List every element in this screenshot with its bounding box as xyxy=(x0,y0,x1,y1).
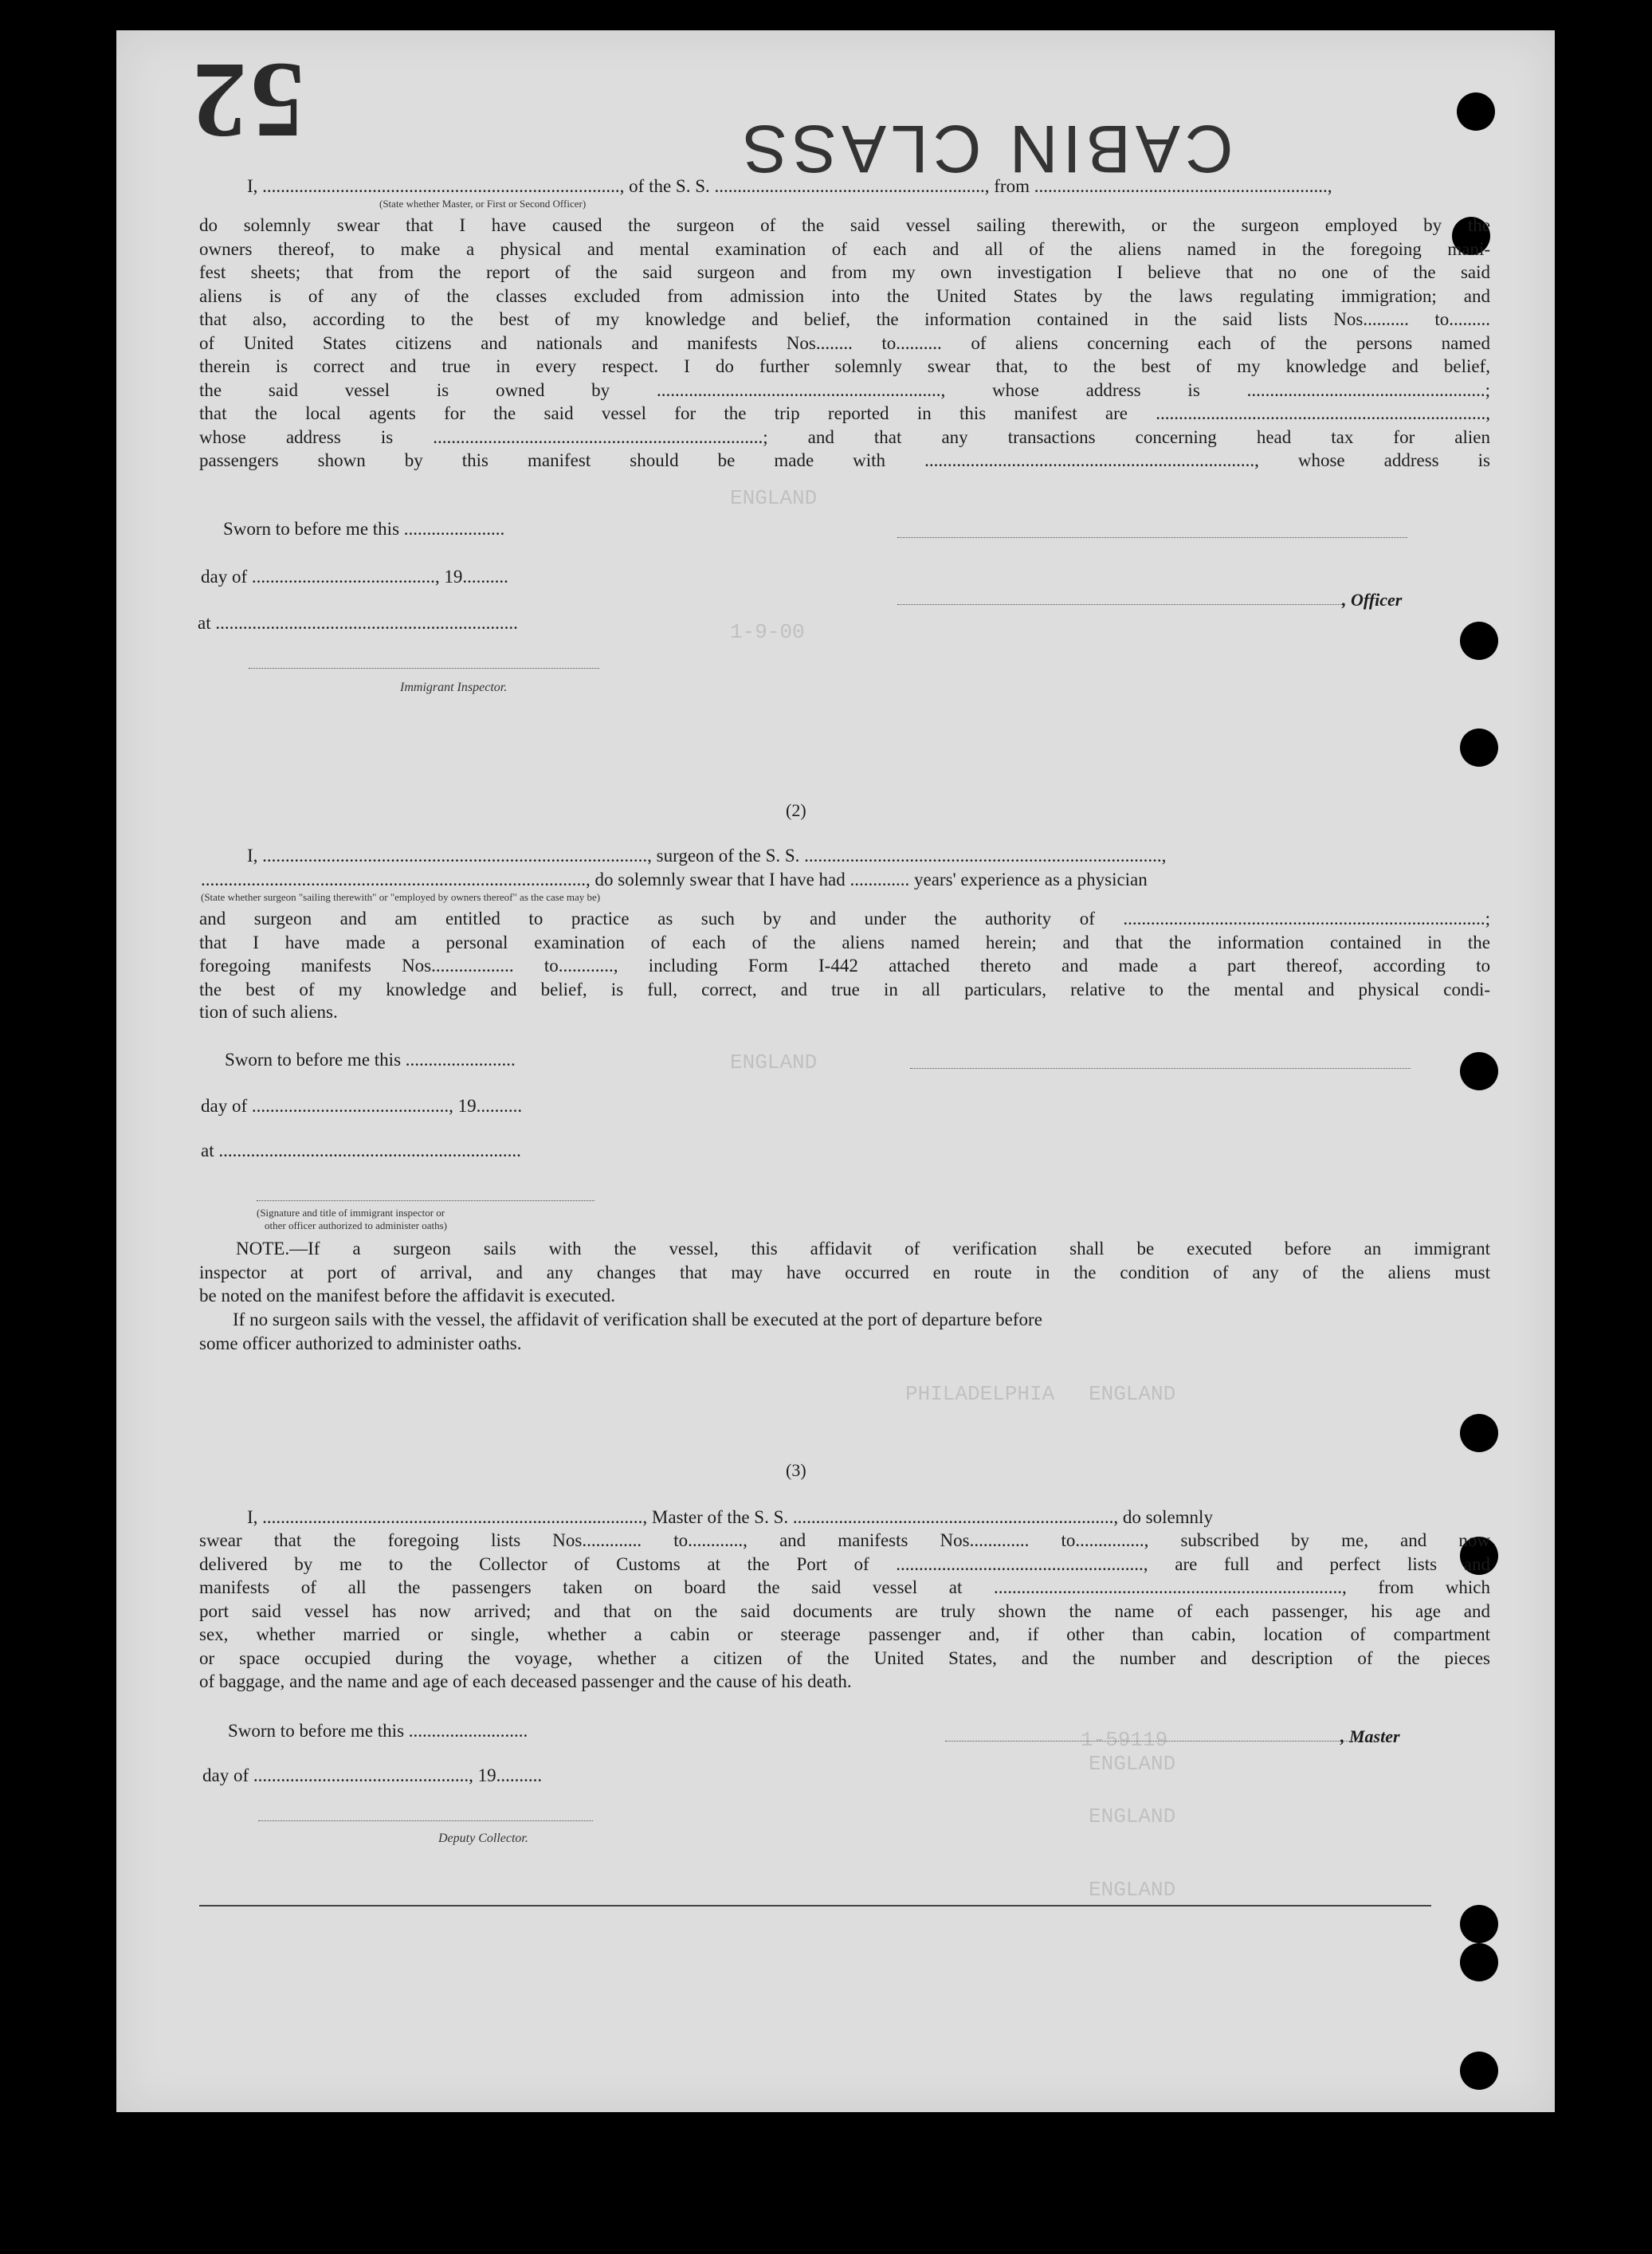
section3-line: or space occupied during the voyage, whether a citizen of the United States, and the number and description of the pieces xyxy=(199,1647,1490,1668)
bleed-through-text: 1-9-00 xyxy=(730,620,805,644)
section2-oath-line: I, ...................................................................................., surgeon of the S. S. .............................................................................., xyxy=(247,846,1167,866)
section3-line: sex, whether married or single, whether a cabin or steerage passenger and, if other than cabin, location of compartment xyxy=(199,1624,1490,1644)
section3-body xyxy=(199,1529,1490,1670)
section2-line: that I have made a personal examination of each of the aliens named herein; and that the information contained in the xyxy=(199,932,1490,952)
section1-line: that also, according to the best of my knowledge and belief, the information contained in the said lists Nos.......... to......... xyxy=(199,309,1490,329)
surgeon-signature-line xyxy=(910,1068,1411,1069)
collector-signature-line xyxy=(258,1820,593,1821)
section2-last-line: tion of such aliens. xyxy=(199,1002,338,1022)
punch-hole xyxy=(1460,1905,1498,1943)
section1-line: therein is correct and true in every respect. I do further solemnly swear that, to the best of my knowledge and belief, xyxy=(199,356,1490,376)
page-number-stamp: 52 xyxy=(190,41,304,160)
section1-line: of United States citizens and nationals and manifests Nos........ to.......... of aliens concerning each of the persons named xyxy=(199,332,1490,353)
immigrant-inspector-label: Immigrant Inspector. xyxy=(400,681,508,694)
surgeon-type-note: (State whether surgeon "sailing therewith" or "employed by owners thereof" as the case may be) xyxy=(201,891,601,903)
section2-at: at .................................................................. xyxy=(201,1141,521,1160)
section1-line: that the local agents for the said vessel for the trip reported in this manifest are ........................................................................, xyxy=(199,403,1490,423)
officer-signature-line xyxy=(897,537,1407,538)
section1-line: owners thereof, to make a physical and mental examination of each and all of the aliens named in the foregoing mani- xyxy=(199,238,1490,259)
section3-sworn: Sworn to before me this .......................... xyxy=(228,1721,528,1741)
officer-type-note: (State whether Master, or First or Second Officer) xyxy=(379,198,587,210)
section3-line: delivered by me to the Collector of Customs at the Port of ......................................................, are full and perfect lists and xyxy=(199,1553,1490,1574)
master-signature-line xyxy=(945,1741,1368,1742)
bleed-through-text: ENGLAND xyxy=(730,486,818,510)
section2-line: and surgeon and am entitled to practice as such by and under the authority of ...............................................................................; xyxy=(199,909,1490,929)
cabin-class-stamp: CABIN CLASS xyxy=(738,112,1234,187)
note-line: inspector at port of arrival, and any changes that may have occurred en route in the condition of any of the aliens must xyxy=(199,1262,1490,1282)
bleed-through-text: ENGLAND xyxy=(730,1050,818,1074)
section1-line: passengers shown by this manifest should be made with ........................................................................, whose address is xyxy=(199,450,1490,470)
section2-number: (2) xyxy=(786,800,806,820)
punch-hole xyxy=(1460,1052,1498,1090)
punch-hole xyxy=(1460,2052,1498,2090)
note2-line: If no surgeon sails with the vessel, the affidavit of verification shall be executed at the port of departure before xyxy=(233,1310,1042,1329)
section3-oath-line: I, ..................................................................................., Master of the S. S. ......................................................................, do solemnly xyxy=(247,1507,1213,1527)
bleed-through-text: 1-59119 xyxy=(1081,1728,1168,1752)
section2-line: foregoing manifests Nos.................. to............, including Form I-442 attached thereto and made a part thereof, according to xyxy=(199,956,1490,976)
officer-label: , Officer xyxy=(1342,590,1403,610)
section2-day: day of ..........................................., 19.......... xyxy=(201,1096,523,1116)
section1-line: aliens is of any of the classes excluded from admission into the United States by the laws regulating immigration; and xyxy=(199,285,1490,306)
page-bottom-rule xyxy=(199,1905,1431,1906)
deputy-collector-label: Deputy Collector. xyxy=(438,1832,528,1845)
bleed-through-text: ENGLAND xyxy=(1089,1878,1176,1902)
punch-hole xyxy=(1460,1414,1498,1452)
section1-at: at .................................................................. xyxy=(198,613,518,633)
signature-note: (Signature and title of immigrant inspector or xyxy=(257,1207,445,1219)
section3-day: day of ..............................................., 19.......... xyxy=(202,1765,543,1785)
section2-note xyxy=(199,1237,1490,1284)
section1-oath-line: I, .............................................................................., of the S. S. ..........................................................., from ................................................................, xyxy=(247,176,1332,196)
punch-hole xyxy=(1457,92,1495,131)
section2-line: the best of my knowledge and belief, is full, correct, and true in all particulars, relative to the mental and physical condi- xyxy=(199,979,1490,999)
section3-line: port said vessel has now arrived; and that on the said documents are truly shown the name of each passenger, his age and xyxy=(199,1600,1490,1621)
manifest-page xyxy=(116,30,1555,2112)
section3-last-line: of baggage, and the name and age of each deceased passenger and the cause of his death. xyxy=(199,1671,852,1691)
punch-hole xyxy=(1460,728,1498,767)
punch-hole xyxy=(1460,1943,1498,1981)
section2-sworn: Sworn to before me this ........................ xyxy=(225,1050,516,1070)
section2-line2: ...................................................................................., do solemnly swear that I have had ............. years' experience as a physician xyxy=(201,870,1148,889)
section1-line: the said vessel is owned by .............................................................., whose address is ....................................................; xyxy=(199,379,1490,400)
section1-day: day of ........................................, 19.......... xyxy=(201,567,508,587)
note-line: NOTE.—If a surgeon sails with the vessel, this affidavit of verification shall be executed before an immigrant xyxy=(236,1239,1490,1259)
inspector-signature-line xyxy=(249,668,599,669)
signature-note: other officer authorized to administer oaths) xyxy=(265,1219,447,1231)
inspector-signature-line xyxy=(257,1200,594,1201)
officer-signature-line xyxy=(897,604,1344,605)
bleed-through-text: ENGLAND xyxy=(1089,1382,1176,1406)
section3-line: manifests of all the passengers taken on board the said vessel at ............................................................................, from which xyxy=(199,1577,1490,1597)
section1-line: fest sheets; that from the report of the said surgeon and from my own investigation I believe that no one of the said xyxy=(199,262,1490,282)
section1-line: whose address is ........................................................................; and that any transactions concerning head tax for alien xyxy=(199,426,1490,447)
master-label: , Master xyxy=(1340,1726,1400,1746)
note2-last-line: some officer authorized to administer oaths. xyxy=(199,1333,522,1353)
section1-sworn: Sworn to before me this ...................... xyxy=(223,519,505,539)
section1-body xyxy=(199,214,1490,473)
punch-hole xyxy=(1460,622,1498,660)
section3-number: (3) xyxy=(786,1460,806,1480)
bleed-through-text: PHILADELPHIA xyxy=(905,1382,1055,1406)
bleed-through-text: ENGLAND xyxy=(1089,1804,1176,1828)
note-last-line: be noted on the manifest before the affidavit is executed. xyxy=(199,1286,615,1306)
section2-body xyxy=(199,907,1490,1001)
section3-line: swear that the foregoing lists Nos............. to............, and manifests Nos............. to..............., subscribed by me, and now xyxy=(199,1530,1490,1550)
bleed-through-text: ENGLAND xyxy=(1089,1752,1176,1776)
section1-line: do solemnly swear that I have caused the surgeon of the said vessel sailing therewith, or the surgeon employed by the xyxy=(199,215,1490,235)
